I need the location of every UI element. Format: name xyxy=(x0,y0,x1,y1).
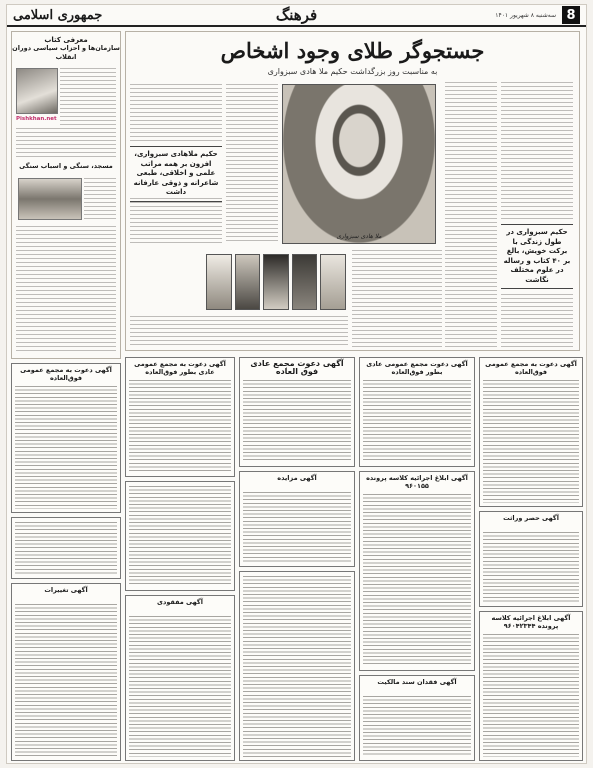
text-column xyxy=(501,82,573,220)
feature-story xyxy=(125,31,580,351)
text-column xyxy=(130,198,222,246)
page-number: 8 xyxy=(562,6,580,24)
ad-box xyxy=(479,357,583,507)
text-column xyxy=(130,316,348,348)
portrait-photo xyxy=(282,84,436,244)
ad-box xyxy=(359,357,475,467)
ad-text xyxy=(363,380,471,463)
ad-box xyxy=(11,517,121,579)
ad-text xyxy=(483,634,579,757)
ad-title: آگهی حصر وراثت xyxy=(503,514,559,522)
ad-box xyxy=(359,471,475,671)
ad-title: آگهی دعوت مجمع عادی فوق العاده xyxy=(250,359,344,376)
text-column xyxy=(16,128,116,158)
ad-box xyxy=(239,571,355,761)
ad-title: آگهی تغییرات xyxy=(44,586,88,594)
ad-text xyxy=(363,494,471,667)
ad-text xyxy=(243,576,351,757)
ad-box xyxy=(359,675,475,761)
ad-title: آگهی مزایده xyxy=(277,474,317,482)
paper-name: فرهنگ xyxy=(275,6,318,24)
book-cover xyxy=(263,254,289,310)
ad-title: آگهی دعوت مجمع عمومی عادی بطور فوق‌العاده xyxy=(366,360,468,376)
ad-text xyxy=(483,532,579,603)
book-covers xyxy=(206,254,346,310)
ad-box xyxy=(11,363,121,513)
ad-box xyxy=(125,481,235,591)
story-subhead: به مناسبت روز بزرگداشت حکیم ملا هادی سبزواری xyxy=(267,67,438,76)
book-cover xyxy=(292,254,318,310)
book-cover xyxy=(206,254,232,310)
ad-box xyxy=(239,471,355,567)
ad-box xyxy=(479,511,583,607)
text-column xyxy=(352,250,442,348)
ad-title: آگهی ابلاغ اجرائیه کلاسه پرونده ۹۶۰۴۲۳۴۴ xyxy=(491,614,571,630)
ad-text xyxy=(243,380,351,463)
masthead xyxy=(7,5,586,27)
ad-text xyxy=(129,380,231,473)
ad-text xyxy=(483,380,579,503)
ad-text xyxy=(243,492,351,563)
text-column xyxy=(226,84,278,244)
text-column xyxy=(501,294,573,348)
story-headline: جستجوگر طلای وجود اشخاص xyxy=(220,38,485,63)
ad-title: آگهی مفقودی xyxy=(157,598,203,606)
issue-info: سه‌شنبه ۸ شهریور ۱۴۰۱ xyxy=(495,11,556,19)
ad-text xyxy=(15,386,117,509)
ad-text xyxy=(129,486,231,587)
section-name: جمهوری اسلامی xyxy=(13,8,103,23)
ad-title: آگهی دعوت به مجمع عمومی فوق‌العاده xyxy=(20,366,112,382)
ad-text xyxy=(15,522,117,575)
text-column xyxy=(16,226,116,354)
portrait-signature: ملا هادی سبزواری xyxy=(336,233,382,240)
ad-box xyxy=(11,583,121,761)
ad-box xyxy=(239,357,355,467)
ad-box xyxy=(125,595,235,761)
text-column xyxy=(445,82,497,348)
ad-text xyxy=(363,696,471,757)
sidebar-second-heading: مسجد، سنگی و اسباب سنگی xyxy=(19,162,113,170)
newspaper-page xyxy=(6,4,587,764)
sidebar-heading: معرفی کتاب xyxy=(44,36,88,44)
pull-quote: حکیم سبزواری در طول زندگی با برکت خویش، بالغ بر ۴۰ کتاب و رساله در علوم مختلف نگاشت xyxy=(501,224,573,289)
watermark: Pishkhan.net xyxy=(16,116,57,122)
book-review-sidebar xyxy=(11,31,121,359)
ad-title: آگهی ابلاغ اجرائیه کلاسه پرونده ۹۶۰۱۵۵ xyxy=(366,474,468,490)
text-column xyxy=(84,178,116,222)
book-cover xyxy=(235,254,261,310)
article-image xyxy=(18,178,82,220)
text-column xyxy=(60,68,116,128)
ad-box xyxy=(479,611,583,761)
pull-quote: حکیم ملاهادی سبزواری، افزون بر همه مراتب علمی و اخلاقی، طبعی شاعرانه و ذوقی عارفانه داشت xyxy=(130,146,222,202)
ad-title: آگهی فقدان سند مالکیت xyxy=(377,678,457,686)
ad-title: آگهی دعوت به مجمع عمومی عادی بطور فوق‌العاده xyxy=(134,360,226,376)
text-column xyxy=(130,84,222,142)
sidebar-book-title: سازمان‌ها و احزاب سیاسی دوران انقلاب xyxy=(12,44,120,61)
book-cover xyxy=(320,254,346,310)
ad-text xyxy=(15,604,117,757)
ad-title: آگهی دعوت به مجمع عمومی فوق‌العاده xyxy=(485,360,577,376)
book-cover-image xyxy=(16,68,58,114)
ad-text xyxy=(129,616,231,757)
ad-box xyxy=(125,357,235,477)
